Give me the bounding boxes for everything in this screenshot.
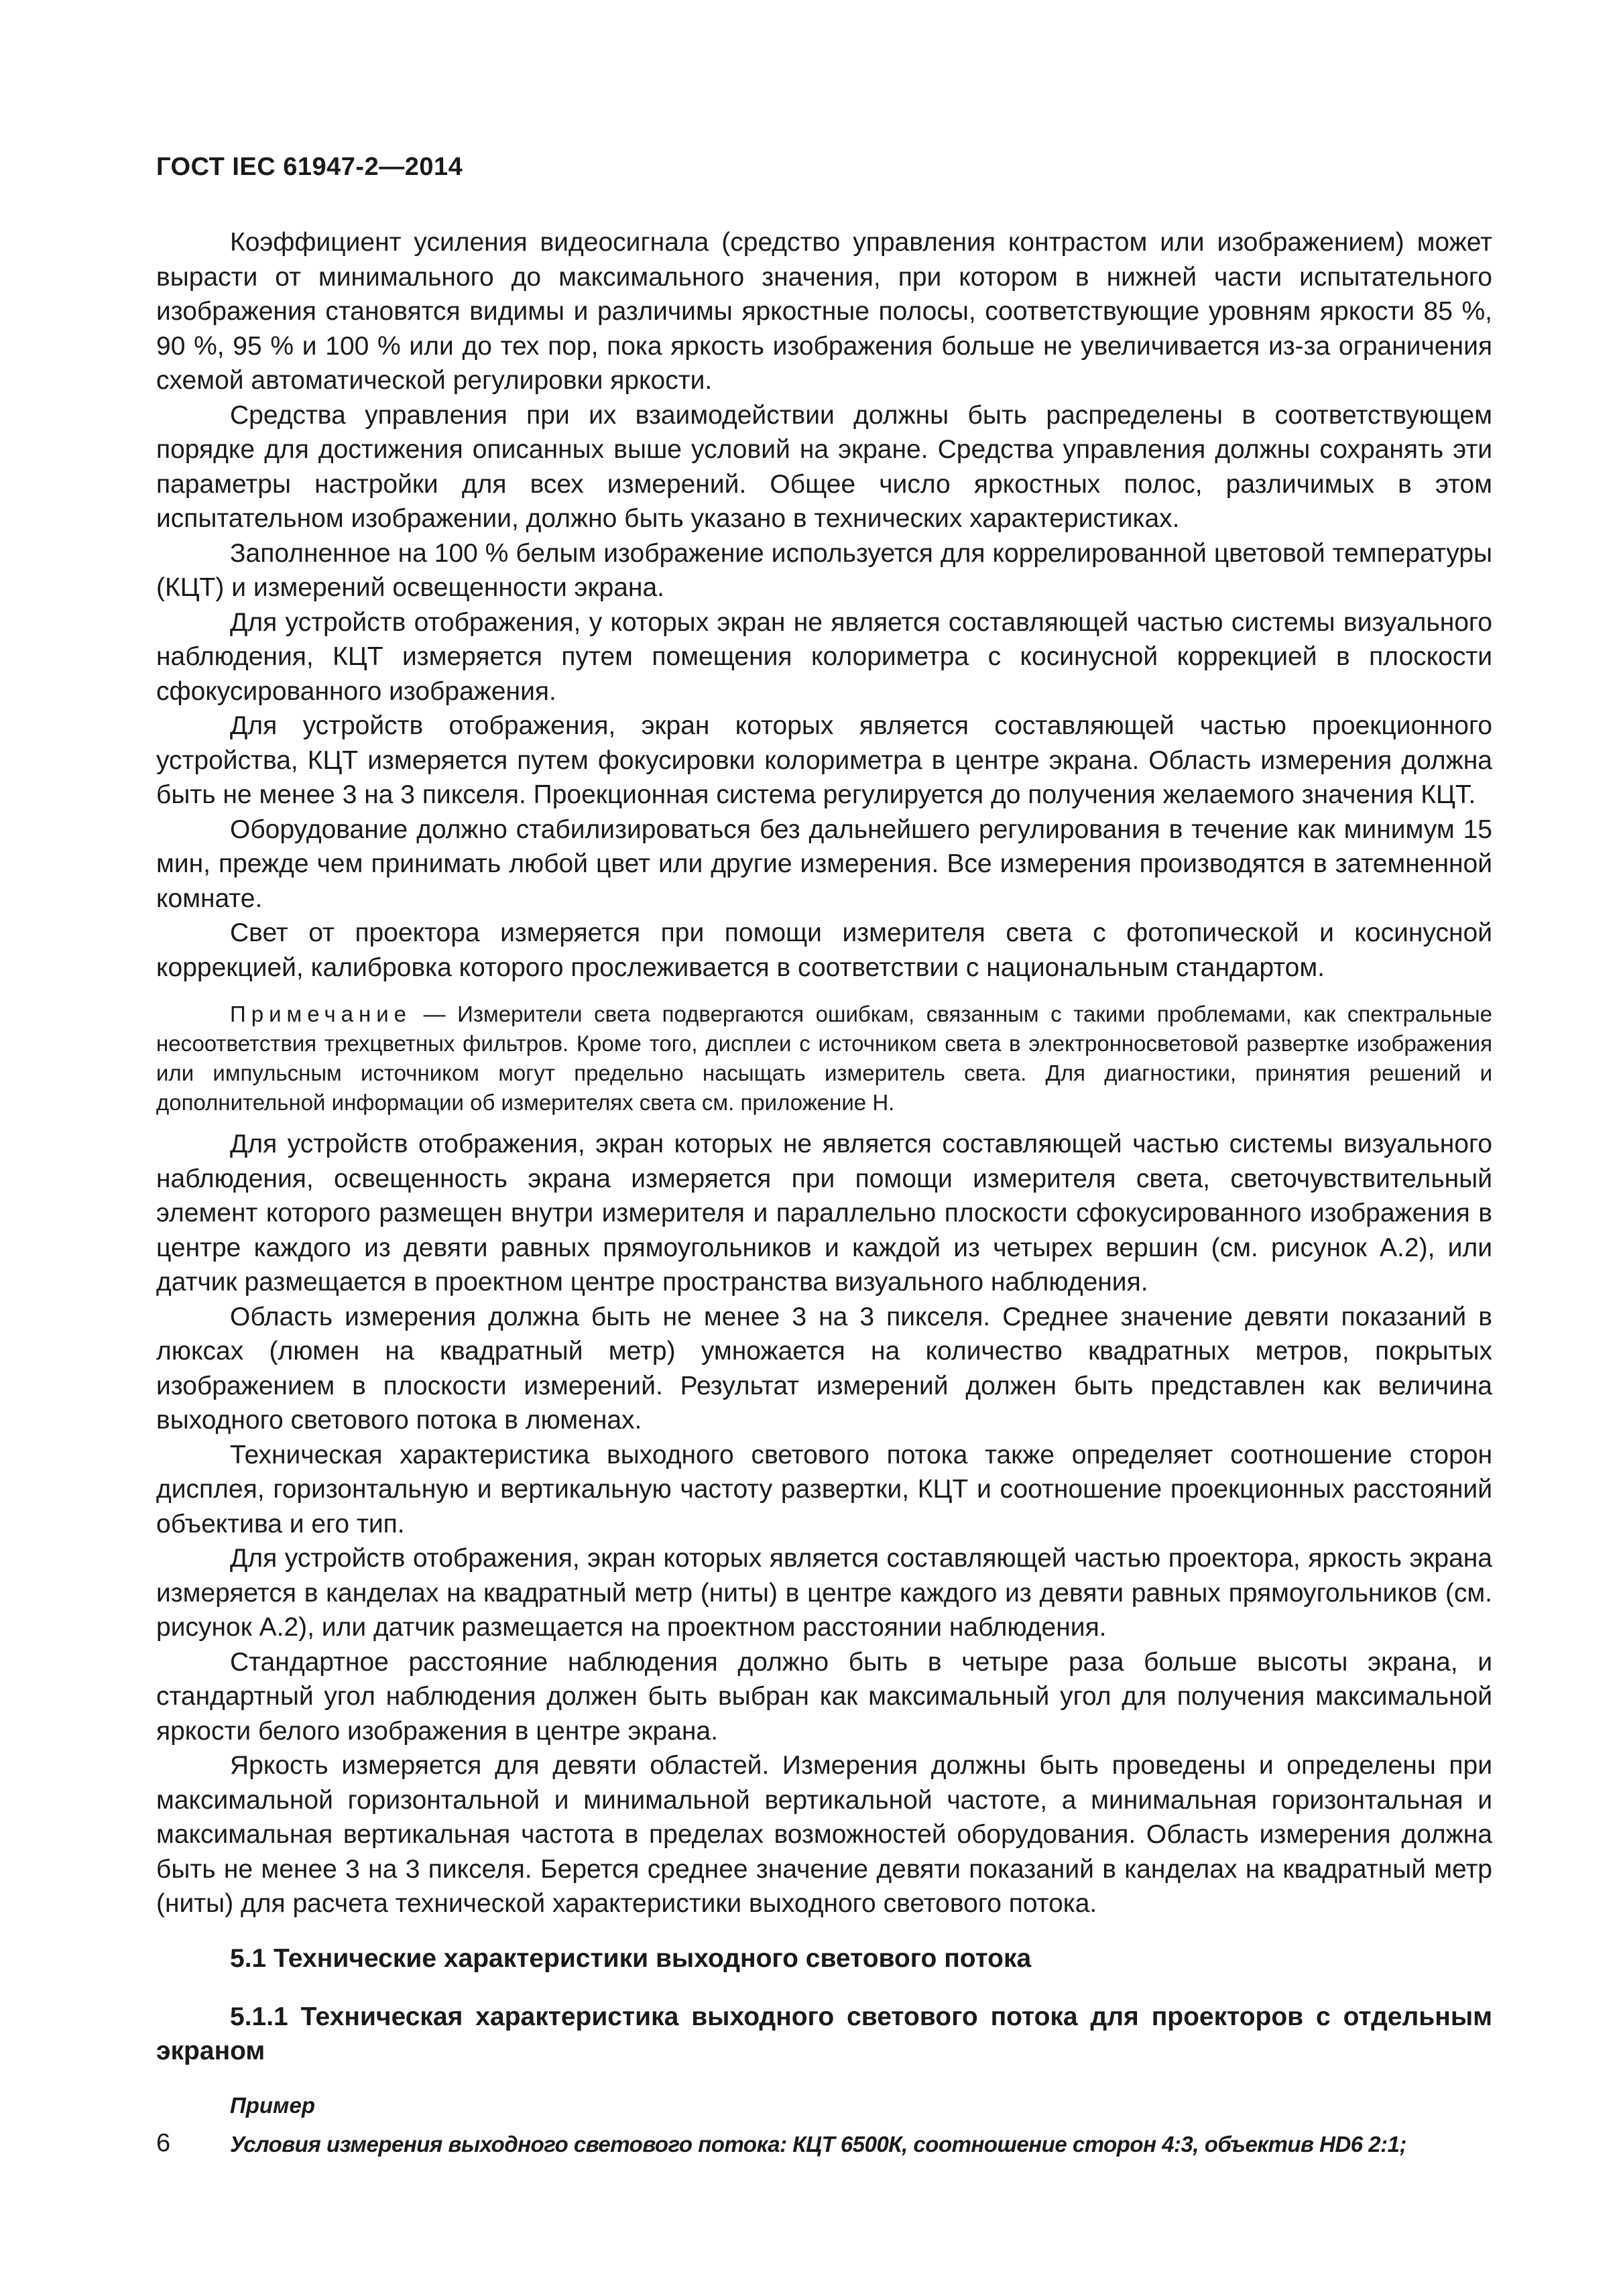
example-text: Условия измерения выходного светового потока: КЦТ 6500К, соотношение сторон 4:3, объектив HD6 2:1; — [230, 2131, 1406, 2157]
paragraph: Для устройств отображения, экран которых не является составляющей частью системы визуального наблюдения, освещенность экрана измеряется при помощи измерителя света, светочувствительный элемент которого размещен внутри измерителя и параллельно плоскости сфокусированного изображения в центре каждого из девяти равных прямоугольников и каждой из четырех вершин (см. рисунок А.2), или датчик размещается в проектном центре пространства визуального наблюдения. — [156, 1130, 1492, 1296]
paragraph: Средства управления при их взаимодействии должны быть распределены в соответствующем порядке для достижения описанных выше условий на экране. Средства управления должны сохранять эти параметры настройки для всех измерений. Общее число яркостных полос, различимых в этом испытательном изображении, должно быть указано в технических характеристиках. — [156, 400, 1492, 533]
page-number: 6 — [156, 2129, 171, 2157]
paragraph: Для устройств отображения, экран которых является составляющей частью проекционного устройства, КЦТ измеряется путем фокусировки колориметра в центре экрана. Область измерения должна быть не менее 3 на 3 пикселя. Проекционная система регулируется до получения желаемого значения КЦТ. — [156, 711, 1492, 809]
section-heading-5-1: 5.1 Технические характеристики выходного светового потока — [230, 1943, 1032, 1973]
paragraph: Оборудование должно стабилизироваться без дальнейшего регулирования в течение как минимум 15 мин, прежде чем принимать любой цвет или другие измерения. Все измерения производятся в затемненной комнате. — [156, 814, 1492, 913]
paragraph: Для устройств отображения, экран которых является составляющей частью проектора, яркость экрана измеряется в канделах на квадратный метр (ниты) в центре каждого из девяти равных прямоугольников (см. рисунок А.2), или датчик размещается на проектном расстоянии наблюдения. — [156, 1544, 1492, 1642]
paragraph: Яркость измеряется для девяти областей. Измерения должны быть проведены и определены при максимальной горизонтальной и минимальной вертикальной частоте, а минимальная горизонтальная и максимальная вертикальная частота в пределах возможностей оборудования. Область измерения должна быть не менее 3 на 3 пикселя. Берется среднее значение девяти показаний в канделах на квадратный метр (ниты) для расчета технической характеристики выходного светового потока. — [156, 1751, 1492, 1918]
paragraph: Область измерения должна быть не менее 3 на 3 пикселя. Среднее значение девяти показаний в люксах (люмен на квадратный метр) умножается на количество квадратных метров, покрытых изображением в плоскости измерений. Результат измерений должен быть представлен как величина выходного светового потока в люменах. — [156, 1302, 1492, 1435]
paragraph: Техническая характеристика выходного светового потока также определяет соотношение сторон дисплея, горизонтальную и вертикальную частоту развертки, КЦТ и соотношение проекционных расстояний объектива и его тип. — [156, 1440, 1492, 1538]
paragraph: Стандартное расстояние наблюдения должно быть в четыре раза больше высоты экрана, и стандартный угол наблюдения должен быть выбран как максимальный угол для получения максимальной яркости белого изображения в центре экрана. — [156, 1647, 1492, 1746]
document-code-header: ГОСТ IEC 61947-2—2014 — [156, 153, 463, 181]
note-label: Примечание — [230, 1002, 412, 1026]
note-text: Измерители света подвергаются ошибкам, связанным с такими проблемами, как спектральные несоответствия трехцветных фильтров. Кроме того, дисплеи с источником света в электронносветовой развертке изображения или импульсным источником могут предельно насыщать измеритель света. Для диагностики, принятия решений и дополнительной информации об измерителях света см. приложение Н. — [156, 1002, 1493, 1115]
section-heading-5-1-1: 5.1.1 Техническая характеристика выходного светового потока для проекторов с отдельным экраном — [156, 2002, 1492, 2065]
paragraph: Для устройств отображения, у которых экран не является составляющей частью системы визуального наблюдения, КЦТ измеряется путем помещения колориметра с косинусной коррекцией в плоскости сфокусированного изображения. — [156, 607, 1492, 706]
paragraph: Свет от проектора измеряется при помощи измерителя света с фотопической и косинусной коррекцией, калибровка которого прослеживается в соответствии с национальным стандартом. — [156, 918, 1492, 982]
note-dash: — — [412, 1002, 458, 1026]
example-label: Пример — [230, 2093, 315, 2118]
note-block — [156, 1000, 1492, 1117]
document-body — [156, 225, 1492, 2161]
paragraph: Коэффициент усиления видеосигнала (средство управления контрастом или изображением) может вырасти от минимального до максимального значения, при котором в нижней части испытательного изображения становятся видимы и различимы яркостные полосы, соответствующие уровням яркости 85 %, 90 %, 95 % и 100 % или до тех пор, пока яркость изображения больше не увеличивается из-за ограничения схемой автоматической регулировки яркости. — [156, 228, 1492, 395]
paragraph: Заполненное на 100 % белым изображение используется для коррелированной цветовой температуры (КЦТ) и измерений освещенности экрана. — [156, 538, 1492, 602]
